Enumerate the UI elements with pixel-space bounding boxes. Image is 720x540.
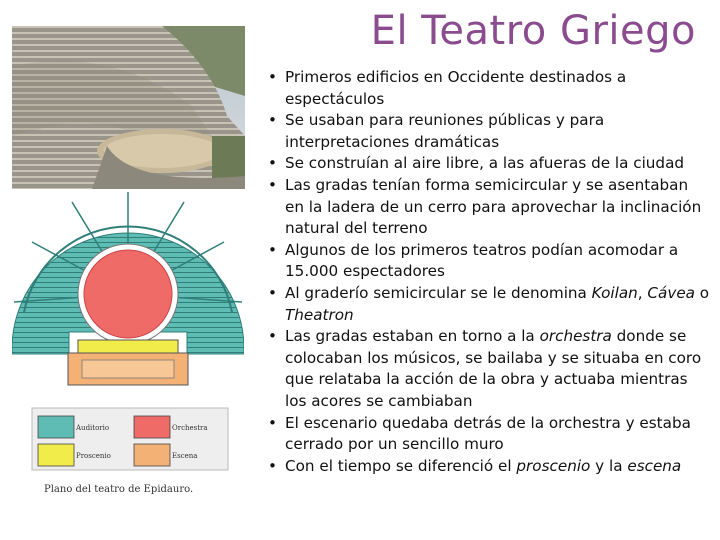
legend-swatch-orchestra	[134, 416, 170, 438]
legend-label-proscenio: Proscenio	[76, 452, 111, 460]
bullet-text: Las gradas tenían forma semicircular y se asentaban en la ladera de un cerro para aprovechar la inclinación natural del terreno	[285, 175, 702, 238]
bullet-italic-text: Theatron	[285, 305, 354, 324]
bullet-text: o	[694, 283, 710, 302]
bullet-text: El escenario quedaba detrás de la orchestra y estaba cerrado por un sencillo muro	[285, 413, 691, 454]
bullet-item	[262, 456, 710, 478]
bullet-text: Algunos de los primeros teatros podían acomodar a 15.000 espectadores	[285, 240, 679, 281]
bullet-text: donde se colocaban los músicos, se bailaba y se situaba en coro que relataba la acción de la obra y actuaba mientras los acores se cambiaban	[285, 327, 702, 410]
bullet-italic-text: escena	[627, 456, 682, 475]
bullet-italic-text: Cávea	[647, 283, 695, 302]
bullet-italic-text: orchestra	[539, 327, 612, 346]
theatre-plan	[12, 192, 244, 497]
bullet-text: Las gradas estaban en torno a la	[285, 327, 540, 346]
bullet-item	[262, 175, 710, 240]
plan-caption: Plano del teatro de Epidauro.	[44, 484, 194, 495]
legend-swatch-escena	[134, 444, 170, 466]
bullet-text: y la	[590, 456, 628, 475]
legend-label-escena: Escena	[172, 452, 198, 460]
bullet-item	[262, 240, 710, 283]
legend-swatch-proscenio	[38, 444, 74, 466]
theatre-photo	[12, 26, 245, 189]
bullet-item	[262, 413, 710, 456]
bullet-item	[262, 283, 710, 326]
bullet-item	[262, 326, 710, 412]
bullet-list	[262, 67, 710, 477]
bullet-text: Con el tiempo se diferenció el	[285, 456, 517, 475]
bullet-text: Primeros edificios en Occidente destinados a espectáculos	[285, 68, 627, 108]
bullet-item	[262, 110, 710, 153]
bullet-text: ,	[637, 283, 648, 302]
bullet-item	[262, 153, 710, 175]
bullet-text: Al graderío semicircular se le denomina	[285, 283, 592, 302]
bullet-text: Se construían al aire libre, a las afueras de la ciudad	[285, 154, 685, 173]
bullet-italic-text: proscenio	[516, 456, 591, 475]
legend-label-orchestra: Orchestra	[172, 424, 208, 432]
bullet-item	[262, 67, 710, 110]
bullet-italic-text: Koilan	[591, 283, 638, 302]
legend-label-auditorio: Auditorio	[76, 424, 110, 432]
bullet-text: Se usaban para reuniones públicas y para interpretaciones dramáticas	[285, 111, 605, 151]
slide-title: El Teatro Griego	[370, 8, 696, 54]
legend-swatch-auditorio	[38, 416, 74, 438]
